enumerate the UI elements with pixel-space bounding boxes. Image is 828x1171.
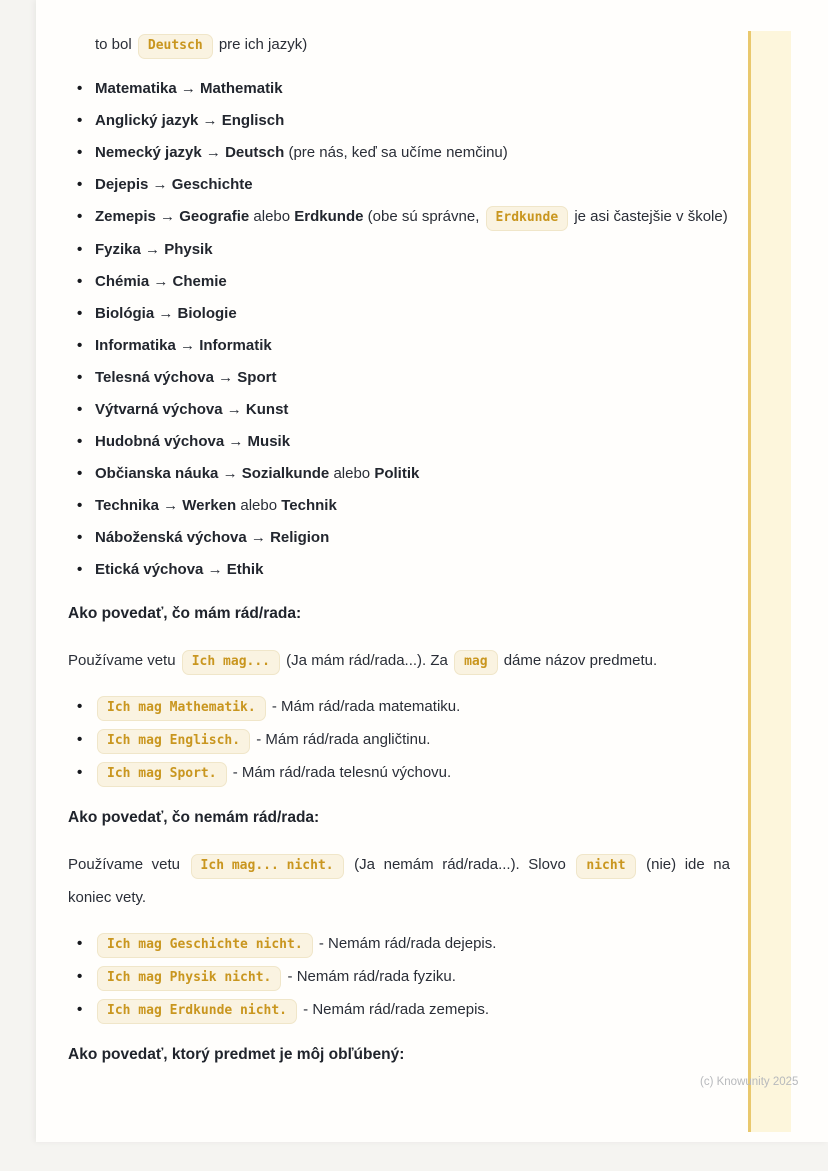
- bold-run: Religion: [270, 529, 330, 546]
- bullet-marker: •: [77, 698, 83, 715]
- bullet-marker: •: [77, 176, 83, 193]
- list-item-text: [95, 557, 730, 583]
- code-badge: Ich mag Physik nicht.: [97, 966, 281, 991]
- bold-run: Politik: [374, 465, 420, 482]
- bold-run: Technika: [95, 497, 159, 514]
- text-run: - Nemám rád/rada fyziku.: [283, 968, 456, 985]
- bullet-marker: •: [77, 497, 83, 514]
- document-page: [36, 0, 828, 1142]
- text-run: (obe sú správne,: [363, 208, 484, 225]
- text-run: (nie) ide na koniec vety.: [68, 856, 730, 906]
- bold-run: Anglický jazyk: [95, 112, 199, 129]
- text-run: (pre nás, keď sa učíme nemčinu): [284, 144, 508, 161]
- bullet-marker: •: [77, 1001, 83, 1018]
- like-examples-list: [68, 693, 730, 787]
- text-run: →: [201, 144, 226, 161]
- text-run: - Nemám rád/rada zemepis.: [299, 1001, 490, 1018]
- list-item-text: [95, 140, 730, 166]
- code-badge: Ich mag Englisch.: [97, 729, 250, 754]
- code-badge: Ich mag Mathematik.: [97, 696, 266, 721]
- text-run: je asi častejšie v škole): [570, 208, 728, 225]
- list-item: [77, 963, 730, 991]
- list-item-text: [95, 693, 730, 721]
- bullet-marker: •: [77, 337, 83, 354]
- text-run: →: [175, 337, 200, 354]
- code-badge: mag: [454, 650, 497, 675]
- bullet-marker: •: [77, 241, 83, 258]
- dislike-examples-list: [68, 930, 730, 1024]
- list-item: [77, 301, 730, 327]
- list-item: [77, 525, 730, 551]
- list-item-text: [95, 397, 730, 423]
- bullet-marker: •: [77, 273, 83, 290]
- code-badge: Ich mag...: [182, 650, 280, 675]
- bold-run: Nemecký jazyk: [95, 144, 202, 161]
- list-item: [77, 930, 730, 958]
- section-heading-favorite: Ako povedať, ktorý predmet je môj obľúbený:: [68, 1046, 405, 1063]
- list-item-text: [95, 365, 730, 391]
- text-run: →: [246, 529, 271, 546]
- bold-run: Biologie: [177, 305, 237, 322]
- text-run: dáme názov predmetu.: [499, 652, 658, 669]
- bold-run: Občianska náuka: [95, 465, 219, 482]
- section-heading-like: Ako povedať, čo mám rád/rada:: [68, 605, 302, 622]
- list-item: [77, 397, 730, 423]
- bold-run: Musik: [247, 433, 291, 450]
- list-item: [77, 140, 730, 166]
- bullet-marker: •: [77, 764, 83, 781]
- list-item-text: [95, 429, 730, 455]
- list-item: [77, 493, 730, 519]
- bold-run: Biológia: [95, 305, 155, 322]
- list-item-text: [95, 493, 730, 519]
- bold-run: Zemepis: [95, 208, 156, 225]
- list-item: [77, 108, 730, 134]
- list-item: [77, 557, 730, 583]
- list-item-text: [95, 269, 730, 295]
- code-badge: Deutsch: [138, 34, 213, 59]
- page-content: [68, 0, 730, 1065]
- bullet-marker: •: [77, 561, 83, 578]
- bold-run: Werken: [182, 497, 237, 514]
- list-item-text: [95, 204, 730, 231]
- bullet-marker: •: [77, 112, 83, 129]
- subject-translation-list: [68, 76, 730, 583]
- list-item: [77, 693, 730, 721]
- list-item-text: [95, 333, 730, 359]
- bullet-marker: •: [77, 80, 83, 97]
- continuation-line: [95, 30, 730, 60]
- list-item: [77, 429, 730, 455]
- bold-run: Chemie: [172, 273, 227, 290]
- list-item: [77, 204, 730, 231]
- bold-run: Geschichte: [171, 176, 253, 193]
- code-badge: Ich mag Erdkunde nicht.: [97, 999, 297, 1024]
- bold-run: Sozialkunde: [241, 465, 330, 482]
- bold-run: Hudobná výchova: [95, 433, 225, 450]
- text-run: - Mám rád/rada matematiku.: [267, 698, 461, 715]
- text-run: - Mám rád/rada telesnú výchovu.: [228, 764, 452, 781]
- text-run: →: [218, 465, 242, 482]
- list-item-text: [95, 301, 730, 327]
- bold-run: Physik: [164, 241, 213, 258]
- bullet-marker: •: [77, 731, 83, 748]
- text-run: alebo: [249, 208, 295, 225]
- bullet-marker: •: [77, 968, 83, 985]
- list-item: [77, 269, 730, 295]
- bold-run: Geografie: [179, 208, 250, 225]
- like-intro-paragraph: [68, 644, 730, 677]
- text-run: (Ja nemám rád/rada...). Slovo: [345, 856, 575, 873]
- bold-run: Erdkunde: [294, 208, 364, 225]
- bold-run: Chémia: [95, 273, 150, 290]
- bold-run: Výtvarná výchova: [95, 401, 223, 418]
- bold-run: Matematika: [95, 80, 177, 97]
- text-run: alebo: [329, 465, 375, 482]
- code-badge: Ich mag Sport.: [97, 762, 227, 787]
- bullet-marker: •: [77, 208, 83, 225]
- list-item: [77, 461, 730, 487]
- bullet-marker: •: [77, 433, 83, 450]
- list-item: [77, 172, 730, 198]
- list-item: [77, 996, 730, 1024]
- page-edge-strip: [748, 31, 791, 1132]
- bold-run: Telesná výchova: [95, 369, 214, 386]
- text-run: →: [140, 241, 165, 258]
- section-heading-dislike: Ako povedať, čo nemám rád/rada:: [68, 809, 320, 826]
- bullet-marker: •: [77, 401, 83, 418]
- list-item-text: [95, 108, 730, 134]
- list-item-text: [95, 930, 730, 958]
- list-item-text: [95, 963, 730, 991]
- bullet-marker: •: [77, 935, 83, 952]
- list-item: [77, 76, 730, 102]
- bold-run: Etická výchova: [95, 561, 204, 578]
- list-item-text: [95, 172, 730, 198]
- bold-run: Fyzika: [95, 241, 141, 258]
- bold-run: Sport: [237, 369, 277, 386]
- text-run: →: [198, 112, 222, 129]
- text-run: →: [155, 208, 180, 225]
- list-item: [77, 759, 730, 787]
- list-item: [77, 237, 730, 263]
- bold-run: Deutsch: [225, 144, 285, 161]
- code-badge: Ich mag Geschichte nicht.: [97, 933, 313, 958]
- list-item: [77, 365, 730, 391]
- text-run: →: [213, 369, 238, 386]
- text-run: →: [154, 305, 178, 322]
- bullet-marker: •: [77, 305, 83, 322]
- bullet-marker: •: [77, 465, 83, 482]
- text-run: →: [176, 80, 201, 97]
- text-run: →: [203, 561, 227, 578]
- text-run: →: [158, 497, 183, 514]
- list-item-text: [95, 726, 730, 754]
- bold-run: Dejepis: [95, 176, 149, 193]
- bold-run: Náboženská výchova: [95, 529, 247, 546]
- bullet-marker: •: [77, 369, 83, 386]
- text-run: Používame vetu: [68, 856, 189, 873]
- bullet-marker: •: [77, 144, 83, 161]
- list-item-text: [95, 759, 730, 787]
- text-run: →: [222, 401, 246, 418]
- text-run: (Ja mám rád/rada...). Za: [282, 652, 453, 669]
- list-item-text: [95, 237, 730, 263]
- text-run: →: [149, 273, 173, 290]
- text-run: - Mám rád/rada angličtinu.: [252, 731, 431, 748]
- list-item: [77, 726, 730, 754]
- dislike-intro-paragraph: [68, 848, 730, 914]
- bold-run: Kunst: [245, 401, 289, 418]
- list-item: [77, 333, 730, 359]
- text-run: alebo: [236, 497, 282, 514]
- bold-run: Technik: [281, 497, 337, 514]
- bold-run: Mathematik: [200, 80, 283, 97]
- bullet-marker: •: [77, 529, 83, 546]
- code-badge: Erdkunde: [486, 206, 569, 231]
- bold-run: Informatik: [199, 337, 272, 354]
- list-item-text: [95, 76, 730, 102]
- text-run: pre ich jazyk): [214, 36, 308, 53]
- text-run: →: [224, 433, 248, 450]
- text-run: →: [148, 176, 172, 193]
- list-item-text: [95, 525, 730, 551]
- text-run: - Nemám rád/rada dejepis.: [314, 935, 497, 952]
- bold-run: Ethik: [226, 561, 264, 578]
- bold-run: Englisch: [221, 112, 285, 129]
- list-item-text: [95, 461, 730, 487]
- code-badge: nicht: [576, 854, 635, 879]
- text-run: Používame vetu: [68, 652, 180, 669]
- bold-run: Informatika: [95, 337, 176, 354]
- text-run: to bol: [95, 36, 136, 53]
- code-badge: Ich mag... nicht.: [191, 854, 344, 879]
- watermark: (c) Knowunity 2025: [700, 1076, 799, 1088]
- list-item-text: [95, 996, 730, 1024]
